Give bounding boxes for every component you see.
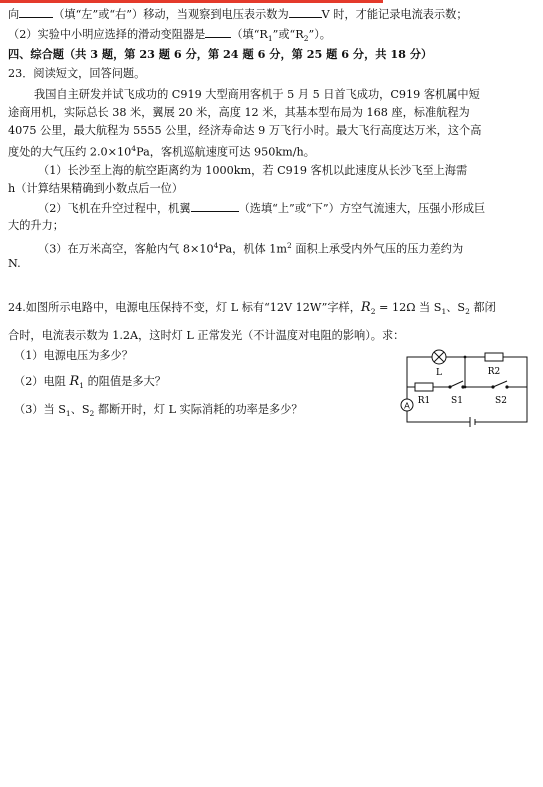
q23-sub2-line-2: 大的升力； bbox=[8, 219, 64, 232]
q23-title: 23．阅读短文，回答问题。 bbox=[8, 67, 146, 80]
q23-sub3-sq: 2 bbox=[286, 241, 292, 250]
q24-sub2-a: （2）电阻 bbox=[14, 375, 70, 388]
s1-label: S1 bbox=[451, 396, 463, 406]
r2-label: R2 bbox=[487, 367, 501, 377]
q24-a: 24.如图所示电路中，电源电压保持不变，灯 L 标有“12V 12W”字样， bbox=[8, 301, 361, 314]
q24-d: 都闭 bbox=[469, 301, 496, 314]
q23-sub3-b: Pa，机体 1m bbox=[218, 242, 287, 256]
q24-line-2: 合时，电流表示数为 1.2A，这时灯 L 正常发光（不计温度对电阻的影响）。求： bbox=[8, 329, 405, 342]
q23-sub3-c: 面积上承受内外气压的压力差约为 bbox=[291, 242, 464, 256]
q24-line-1 bbox=[8, 300, 496, 320]
q22-blank-rheostat[interactable] bbox=[205, 26, 231, 38]
q23-pressure-exp: 4 bbox=[131, 144, 137, 153]
q22-line-1 bbox=[8, 6, 468, 23]
q23-sub1-line-2: h（计算结果精确到小数点后一位） bbox=[8, 182, 184, 195]
q24-sub2-r: R bbox=[69, 374, 80, 389]
top-red-rule bbox=[0, 0, 383, 3]
q24-sub1: （1）电源电压为多少？ bbox=[14, 349, 133, 362]
q24-r-sub: 2 bbox=[370, 307, 376, 317]
q23-sub1-line-1: （1）长沙至上海的航空距离约为 1000km，若 C919 客机以此速度从长沙飞至上海需 bbox=[38, 164, 468, 177]
q23-pressure-a: 度处的大气压约 2.0×10 bbox=[8, 145, 132, 159]
section-heading: 四、综合题（共 3 题，第 23 题 6 分，第 24 题 6 分，第 25 题 6 分，共 18 分） bbox=[8, 47, 433, 61]
q24-b: = 12Ω 当 S bbox=[375, 301, 442, 314]
q24-s1-sub: 1 bbox=[441, 307, 447, 317]
q23-sub2-b: （选填“上”或“下”）方空气流速大，压强小形成巨 bbox=[238, 202, 486, 215]
q23-sub2-line-1 bbox=[38, 200, 485, 217]
q24-sub3-a: （3）当 S bbox=[14, 403, 66, 416]
q22-line-2: （2）实验中小明应选择的滑动变阻器是 （填“$R_1$”或“$R_2$”）。 bbox=[8, 28, 331, 44]
q24-c: 、S bbox=[446, 301, 466, 314]
ammeter-label: A bbox=[404, 400, 410, 411]
q22-blank-direction[interactable] bbox=[19, 6, 53, 18]
lamp-label: L bbox=[436, 368, 442, 378]
q23-pressure-b: Pa，客机巡航速度可达 950km/h。 bbox=[136, 145, 315, 159]
q23-sub3-line-2: N. bbox=[8, 257, 21, 270]
q23-para-line-3: 4075 公里，最大航程为 5555 公里，经济寿命达 9 万飞行小时。最大飞行高度达万米，这个高 bbox=[8, 124, 482, 137]
q22-blank-voltage[interactable] bbox=[289, 6, 322, 18]
q22-text-c: V 时，才能记录电流表示数； bbox=[321, 8, 468, 21]
q24-sub2-b: 的阻值是多大？ bbox=[84, 375, 166, 388]
q22-text-a: 向 bbox=[8, 8, 20, 21]
q24-sub3 bbox=[14, 402, 303, 422]
q24-sub3-s1: 1 bbox=[65, 409, 71, 419]
r1-label: R1 bbox=[417, 396, 431, 406]
q22-text-d: （2）实验中小明应选择的滑动变阻器是 bbox=[8, 28, 206, 41]
q24-sub3-c: 都断开时，灯 L 实际消耗的功率是多少？ bbox=[94, 403, 303, 416]
q24-sub2 bbox=[14, 374, 166, 394]
q23-sub2-a: （2）飞机在升空过程中，机翼 bbox=[38, 202, 191, 215]
circuit-diagram bbox=[395, 347, 535, 432]
q23-sub3-exp: 4 bbox=[213, 241, 219, 250]
q24-r-symbol: R bbox=[360, 300, 371, 315]
q22-text-g: ”）。 bbox=[308, 28, 331, 41]
q24-sub3-b: 、S bbox=[70, 403, 90, 416]
q23-sub3-line-1 bbox=[38, 238, 463, 258]
q24-sub3-s2: 2 bbox=[89, 409, 95, 419]
q23-sub3-a: （3）在万米高空，客舱内气 8×10 bbox=[38, 242, 214, 256]
q23-para-line-4 bbox=[8, 141, 315, 161]
q22-text-e: （填“R bbox=[231, 28, 268, 41]
q23-para-line-2: 途商用机，实际总长 38 米，翼展 20 米，高度 12 米，其基本型布局为 168 座，标准航程为 bbox=[8, 106, 470, 119]
s2-label: S2 bbox=[495, 396, 507, 406]
q24-sub2-rsub: 1 bbox=[79, 381, 85, 391]
q23-para-line-1: 我国自主研发并试飞成功的 C919 大型商用客机于 5 月 5 日首飞成功，C919 客机属中短 bbox=[34, 88, 480, 101]
q23-blank-wing-side[interactable] bbox=[191, 200, 239, 212]
q22-text-b: （填“左”或“右”）移动，当观察到电压表示数为 bbox=[53, 8, 289, 21]
q24-s2-sub: 2 bbox=[465, 307, 470, 317]
q22-text-f: ”或“R bbox=[272, 28, 304, 41]
